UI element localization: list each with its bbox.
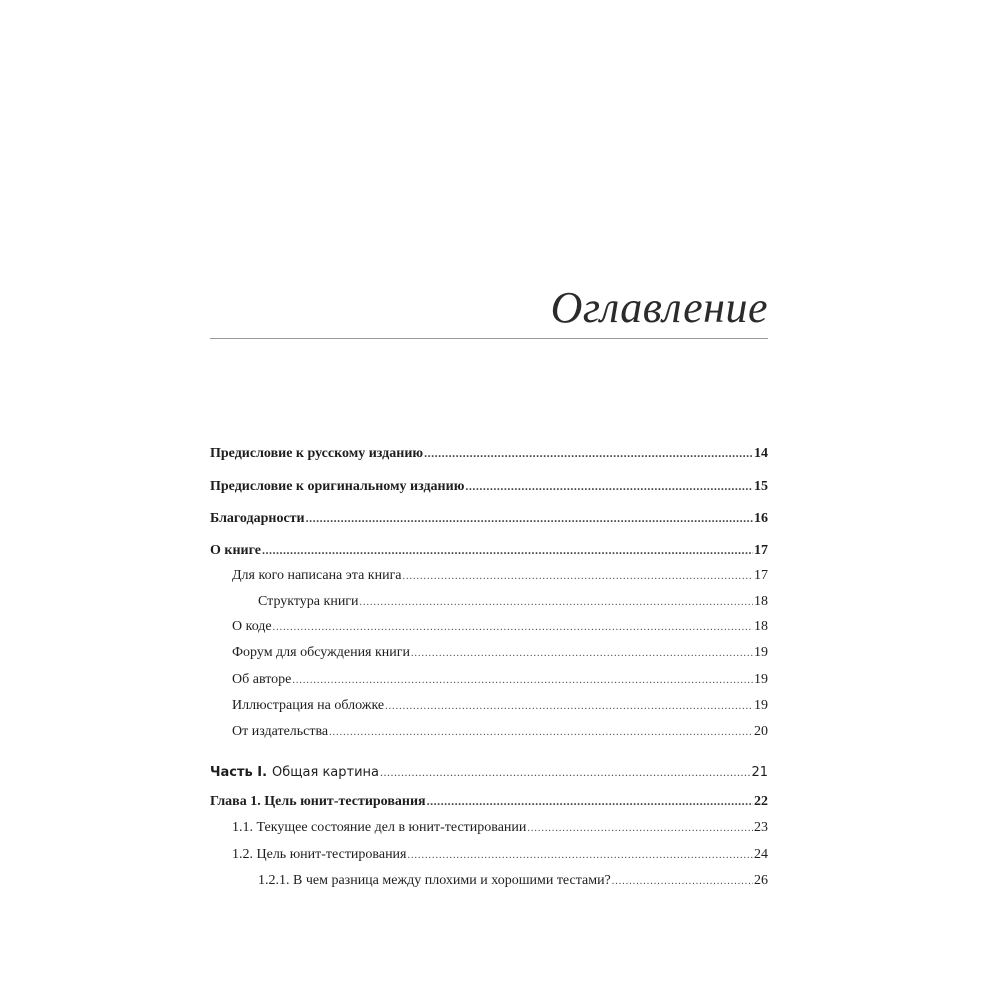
toc-leader (262, 541, 753, 559)
toc-leader (427, 792, 753, 810)
toc-entry-page: 19 (754, 698, 768, 713)
toc-entry-label: Иллюстрация на обложке (232, 698, 385, 713)
toc-leader (465, 477, 753, 495)
toc-part-number: Часть I. (210, 765, 268, 780)
toc-entry-label: Структура книги (258, 594, 359, 609)
toc-entry-label: Предисловие к русскому изданию (210, 446, 424, 461)
toc-entry[interactable] (232, 567, 768, 586)
toc-leader (403, 568, 753, 586)
toc-entry-label: 1.2. Цель юнит-тестирования (232, 847, 407, 862)
toc-entry-page: 15 (754, 479, 768, 494)
toc-leader (306, 509, 753, 527)
toc-entry-page: 18 (754, 594, 768, 609)
toc-entry[interactable] (258, 872, 768, 891)
toc-entry[interactable] (232, 697, 768, 716)
toc-entry-page: 26 (754, 873, 768, 888)
toc-leader (411, 645, 753, 663)
toc-entry[interactable] (232, 846, 768, 865)
toc-leader (273, 619, 753, 637)
toc-entry[interactable] (232, 819, 768, 838)
toc-entry[interactable] (232, 644, 768, 663)
toc-entry-page: 23 (754, 820, 768, 835)
toc-entry-label: О коде (232, 619, 272, 634)
toc-entry[interactable] (210, 509, 768, 528)
toc-entry-page: 16 (754, 511, 768, 526)
toc-leader (380, 763, 750, 781)
toc-entry-label: Форум для обсуждения книги (232, 645, 411, 660)
toc-entry-label: Благодарности (210, 511, 305, 526)
toc-leader (408, 847, 754, 865)
toc-entry-page: 19 (754, 672, 768, 687)
toc-entry-label: 1.2.1. В чем разница между плохими и хорошими тестами? (258, 873, 611, 888)
toc-entry-label: От издательства (232, 724, 329, 739)
toc-entry-page: 24 (754, 847, 768, 862)
toc-leader (527, 820, 753, 838)
toc-entry-label: О книге (210, 543, 261, 558)
toc-entry-page: 17 (754, 568, 768, 583)
toc-entry-page: 19 (754, 645, 768, 660)
toc-part-title: Общая картина (272, 765, 380, 780)
page-title: Оглавление (550, 283, 768, 332)
toc-entry-page: 14 (754, 446, 768, 461)
toc-entry-label: Глава 1. Цель юнит-тестирования (210, 794, 426, 809)
toc-leader (612, 873, 753, 891)
toc-entry-label: 1.1. Текущее состояние дел в юнит-тестировании (232, 820, 527, 835)
toc-entry-page: 22 (754, 794, 768, 809)
toc-leader (329, 724, 753, 742)
toc-entry[interactable] (210, 477, 768, 496)
toc-entry[interactable] (232, 618, 768, 637)
toc-leader (360, 594, 753, 612)
toc-chapter-entry[interactable] (210, 792, 768, 811)
toc-entry-label: Предисловие к оригинальному изданию (210, 479, 465, 494)
toc-entry[interactable] (258, 593, 768, 612)
toc-entry[interactable] (232, 671, 768, 690)
toc-entry-page: 21 (751, 765, 768, 780)
toc-entry[interactable] (232, 723, 768, 742)
toc-entry-page: 20 (754, 724, 768, 739)
toc-leader (424, 444, 753, 462)
toc-entry[interactable] (210, 541, 768, 560)
toc-entry-label: Для кого написана эта книга (232, 568, 402, 583)
toc-entry-label: Об авторе (232, 672, 292, 687)
toc-leader (385, 698, 753, 716)
toc-entry[interactable] (210, 444, 768, 463)
toc-leader (292, 672, 753, 690)
toc-entry-page: 17 (754, 543, 768, 558)
toc-entry-page: 18 (754, 619, 768, 634)
toc-part-entry[interactable] (210, 763, 768, 782)
